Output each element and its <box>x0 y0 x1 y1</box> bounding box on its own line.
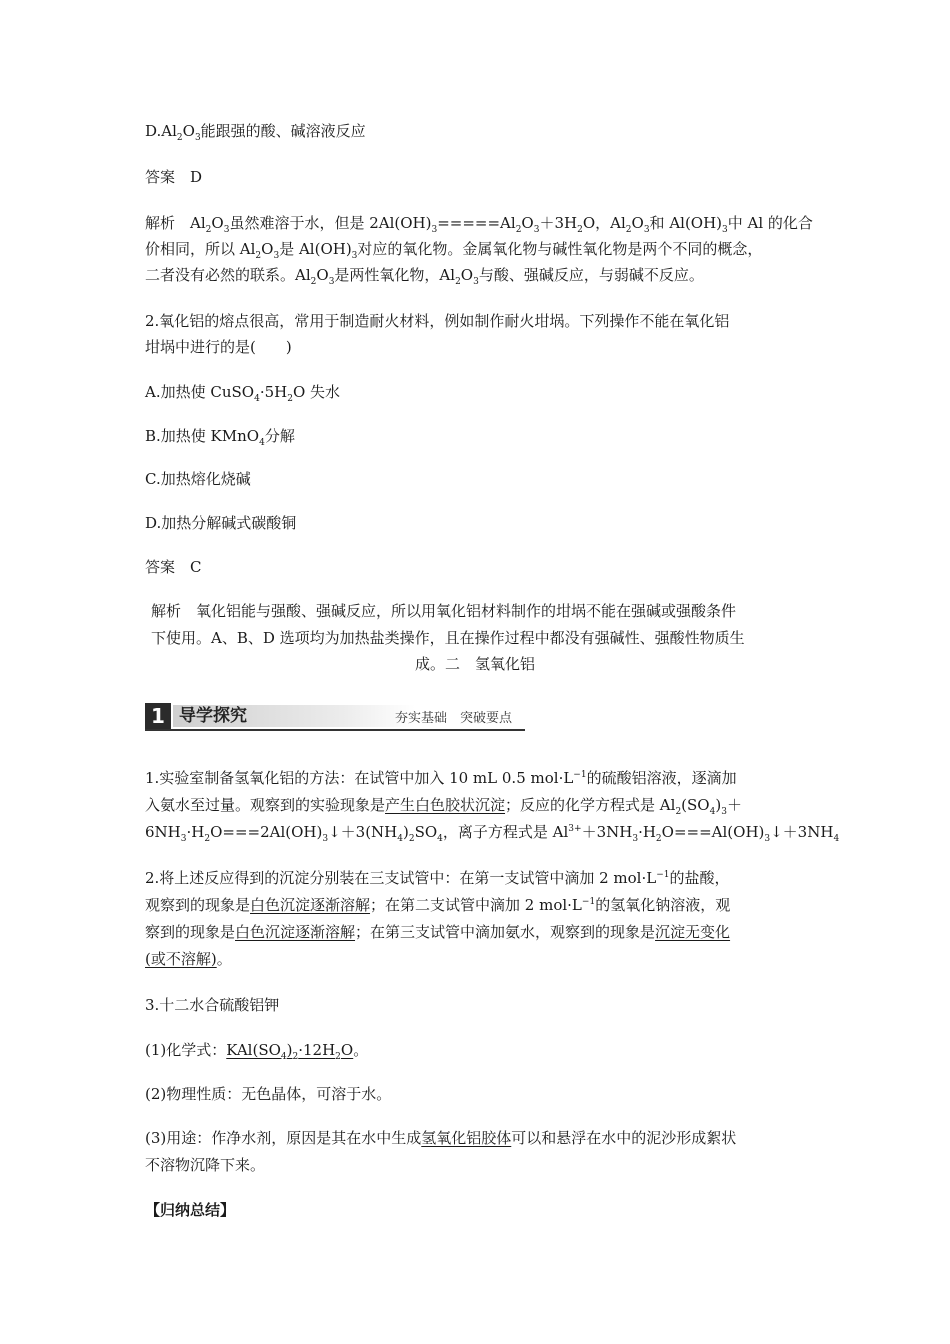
q2-analysis-line-3: 成。二 氢氧化铝 <box>414 655 535 673</box>
p1-line-1: 1.实验室制备氢氧化铝的方法：在试管中加入 10 mL 0.5 $mol\cdot L^{-1}$的硫酸铝溶液，逐滴加 <box>145 769 737 787</box>
p3-heading: 3.十二水合硫酸铝钾 <box>145 996 280 1014</box>
section-banner <box>145 703 525 731</box>
q2-option-a: A.加热使 $CuSO_4\cdot 5H_2O$ 失水 <box>145 383 341 404</box>
q2-option-c: C.加热熔化烧碱 <box>145 470 251 488</box>
q1-analysis-line-2: 价相同，所以 $Al_2O_3$是 $Al(OH)_3$对应的氧化物。金属氧化物与碱性氧化物是两个不同的概念， <box>145 240 763 261</box>
q2-stem-line-1: 2.氧化铝的熔点很高，常用于制造耐火材料，例如制作耐火坩埚。下列操作不能在氧化铝 <box>145 312 730 330</box>
p2-line-4: (或不溶解)。 <box>145 950 232 968</box>
p2-line-3: 察到的现象是白色沉淀逐渐溶解；在第三支试管中滴加氨水，观察到的现象是沉淀无变化 <box>145 923 731 941</box>
q2-answer: 答案 C <box>145 558 202 576</box>
p1-line-2: 入氨水至过量。观察到的实验现象是产生白色胶状沉淀；反应的化学方程式是 $Al_2(SO_4)_3+$ <box>145 796 742 817</box>
p2-line-1: 2.将上述反应得到的沉淀分别装在三支试管中：在第一支试管中滴加 2 $mol\cdot L^{-1}$的盐酸， <box>145 869 730 887</box>
q1-analysis-line-3: 二者没有必然的联系。$Al_2O_3$是两性氧化物，$Al_2O_3$与酸、强碱反应，与弱碱不反应。 <box>145 266 704 287</box>
q1-analysis-line-1: 解析 $Al_2O_3$虽然难溶于水，但是 $2Al(OH)_3=====Al_2O_3+3H_2O$，$Al_2O_3$和 $Al(OH)_3$中 Al 的化合 <box>145 214 813 235</box>
summary-heading: 【归纳总结】 <box>145 1201 236 1219</box>
q1-answer: 答案 D <box>145 168 203 186</box>
p3-physical: (2)物理性质：无色晶体，可溶于水。 <box>145 1085 392 1103</box>
banner-subtitle: 夯实基础 突破要点 <box>395 711 513 726</box>
p3-formula: (1)化学式：$KAl(SO_4)_2\cdot 12H_2O$。 <box>145 1041 369 1062</box>
q1-option-d: $D.Al_2O_3$能跟强的酸、碱溶液反应 <box>145 122 366 143</box>
q2-analysis-line-2: 下使用。A、B、D 选项均为加热盐类操作，且在操作过程中都没有强碱性、强酸性物质生 <box>151 629 745 647</box>
q2-option-d: D.加热分解碱式碳酸铜 <box>145 514 297 532</box>
p3-use-line-1: (3)用途：作净水剂，原因是其在水中生成氢氧化铝胶体可以和悬浮在水中的泥沙形成絮状 <box>145 1129 737 1147</box>
q2-stem-line-2: 坩埚中进行的是( ) <box>145 338 292 356</box>
banner-number: 1 <box>145 703 171 729</box>
p2-line-2: 观察到的现象是白色沉淀逐渐溶解；在第二支试管中滴加 2 $mol\cdot L^{-1}$的氢氧化钠溶液，观 <box>145 896 731 914</box>
p3-use-line-2: 不溶物沉降下来。 <box>145 1156 266 1174</box>
q2-analysis-line-1: 解析 氧化铝能与强酸、强碱反应，所以用氧化铝材料制作的坩埚不能在强碱或强酸条件 <box>151 602 737 620</box>
banner-rule <box>145 729 525 731</box>
banner-title: 导学探究 <box>179 706 247 726</box>
q2-option-b: B.加热使 KMnO$_4$分解 <box>145 427 295 448</box>
p1-line-3: $6NH_3\cdot H_2O===2Al(OH)_3↓+3(NH_4)_2SO_4$，离子方程式是 $Al^{3+}+3NH_3\cdot H_2O===Al(OH)_3↓+3NH_4$ <box>145 823 840 844</box>
